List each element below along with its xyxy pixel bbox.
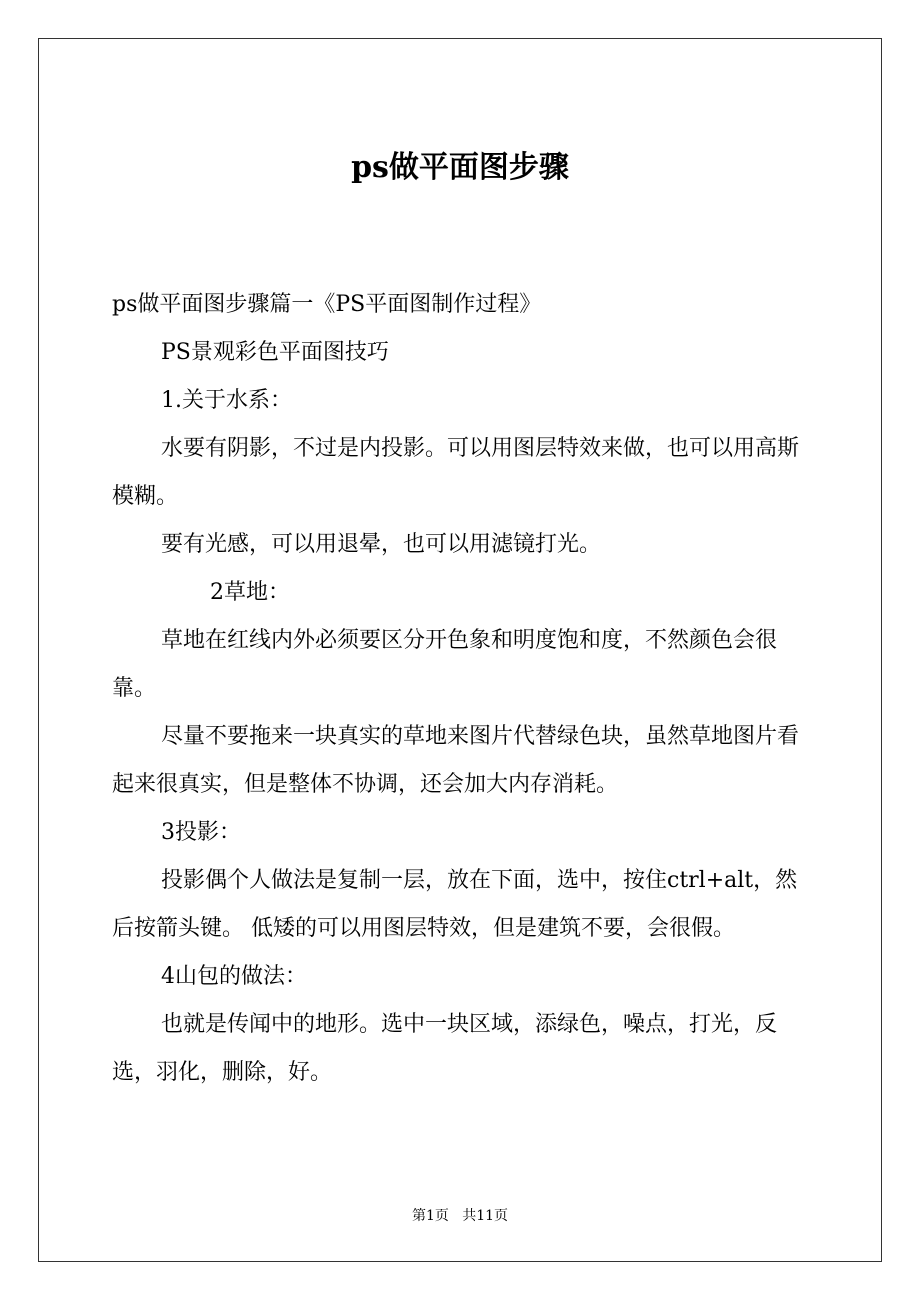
paragraph-subtitle: PS景观彩色平面图技巧 — [161, 340, 389, 365]
paragraph-heading: ps做平面图步骤篇一《PS平面图制作过程》 — [112, 292, 542, 317]
section-heading-shadow: 3投影： — [161, 820, 241, 845]
page-footer: 第1页 共11页 — [411, 1208, 509, 1224]
paragraph: 投影偶个人做法是复制一层，放在下面，选中，按住ctrl+alt，然后按箭头键。 低矮的可以用图层特效，但是建筑不要，会很假。 — [112, 868, 798, 941]
paragraph: 也就是传闻中的地形。选中一块区域，添绿色，噪点，打光，反选，羽化，删除，好。 — [112, 1012, 778, 1085]
paragraph: 尽量不要拖来一块真实的草地来图片代替绿色块，虽然草地图片看起来很真实，但是整体不协调，还会加大内存消耗。 — [112, 724, 800, 797]
section-heading-grass: 2草地： — [210, 580, 290, 605]
paragraph: 水要有阴影，不过是内投影。可以用图层特效来做，也可以用高斯模糊。 — [112, 436, 800, 509]
document-title: ps做平面图步骤 — [351, 150, 569, 185]
section-heading-hill: 4山包的做法： — [161, 964, 307, 989]
section-heading-water: 1.关于水系： — [161, 388, 292, 413]
document-body — [112, 281, 812, 1097]
paragraph: 要有光感，可以用退晕，也可以用滤镜打光。 — [161, 532, 602, 557]
paragraph: 草地在红线内外必须要区分开色象和明度饱和度，不然颜色会很靠。 — [112, 628, 778, 701]
